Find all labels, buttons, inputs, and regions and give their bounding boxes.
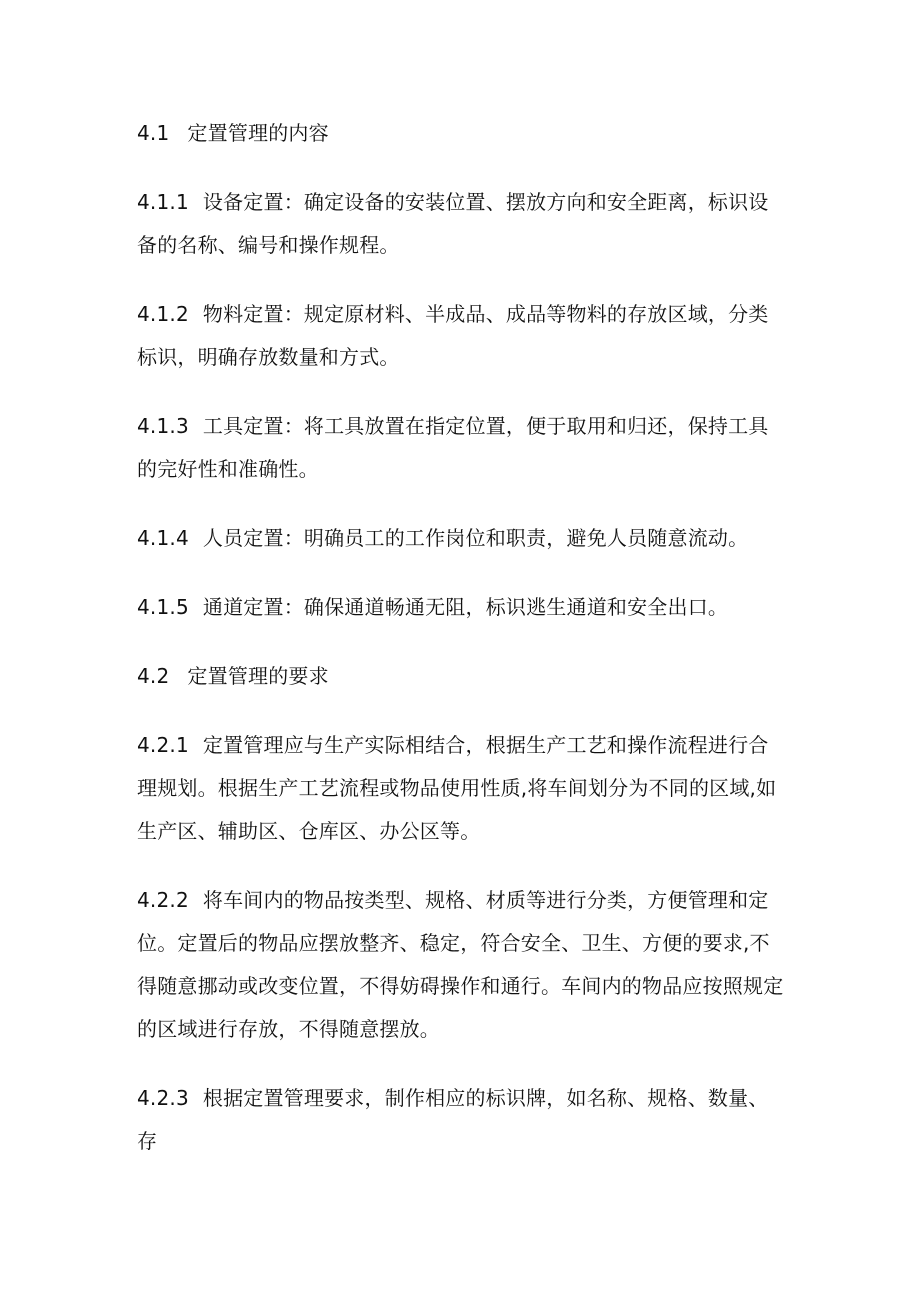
clause-4-1-5 [137, 586, 787, 629]
section-number: 4.2 [137, 664, 170, 688]
clause-4-2-3 [137, 1077, 787, 1163]
clause-text: 根据定置管理要求，制作相应的标识牌，如名称、规格、数量、存 [137, 1086, 769, 1153]
clause-number: 4.1.2 [137, 302, 189, 326]
clause-4-1-4 [137, 517, 787, 560]
clause-4-1-3 [137, 405, 787, 491]
clause-number: 4.2.1 [137, 733, 189, 757]
clause-number: 4.2.2 [137, 888, 189, 912]
clause-text: 物料定置：规定原材料、半成品、成品等物料的存放区域，分类标识，明确存放数量和方式。 [137, 302, 769, 369]
clause-text: 设备定置：确定设备的安装位置、摆放方向和安全距离，标识设备的名称、编号和操作规程。 [137, 190, 769, 257]
clause-4-2-2 [137, 879, 787, 1051]
clause-number: 4.1.5 [137, 595, 189, 619]
clause-4-1-1 [137, 181, 787, 267]
clause-4-1-2 [137, 293, 787, 379]
clause-text: 定置管理应与生产实际相结合，根据生产工艺和操作流程进行合理规划。根据生产工艺流程或物品使用性质,将车间划分为不同的区域,如生产区、辅助区、仓库区、办公区等。 [137, 733, 777, 843]
section-number: 4.1 [137, 121, 170, 145]
section-title: 定置管理的内容 [187, 121, 329, 145]
clause-text: 将车间内的物品按类型、规格、材质等进行分类，方便管理和定位。定置后的物品应摆放整齐、稳定，符合安全、卫生、方便的要求,不得随意挪动或改变位置，不得妨碍操作和通行。车间内的物品应按照规定的区域进行存放，不得随意摆放。 [137, 888, 784, 1041]
section-title: 定置管理的要求 [187, 664, 329, 688]
document-body [137, 112, 787, 1189]
clause-number: 4.1.1 [137, 190, 189, 214]
clause-4-2-1 [137, 724, 787, 853]
clause-text: 人员定置：明确员工的工作岗位和职责，避免人员随意流动。 [202, 526, 749, 550]
clause-number: 4.2.3 [137, 1086, 189, 1110]
clause-text: 通道定置：确保通道畅通无阻，标识逃生通道和安全出口。 [202, 595, 729, 619]
clause-number: 4.1.4 [137, 526, 189, 550]
section-heading-4-2 [137, 655, 787, 698]
clause-number: 4.1.3 [137, 414, 189, 438]
clause-text: 工具定置：将工具放置在指定位置，便于取用和归还，保持工具的完好性和准确性。 [137, 414, 769, 481]
section-heading-4-1 [137, 112, 787, 155]
